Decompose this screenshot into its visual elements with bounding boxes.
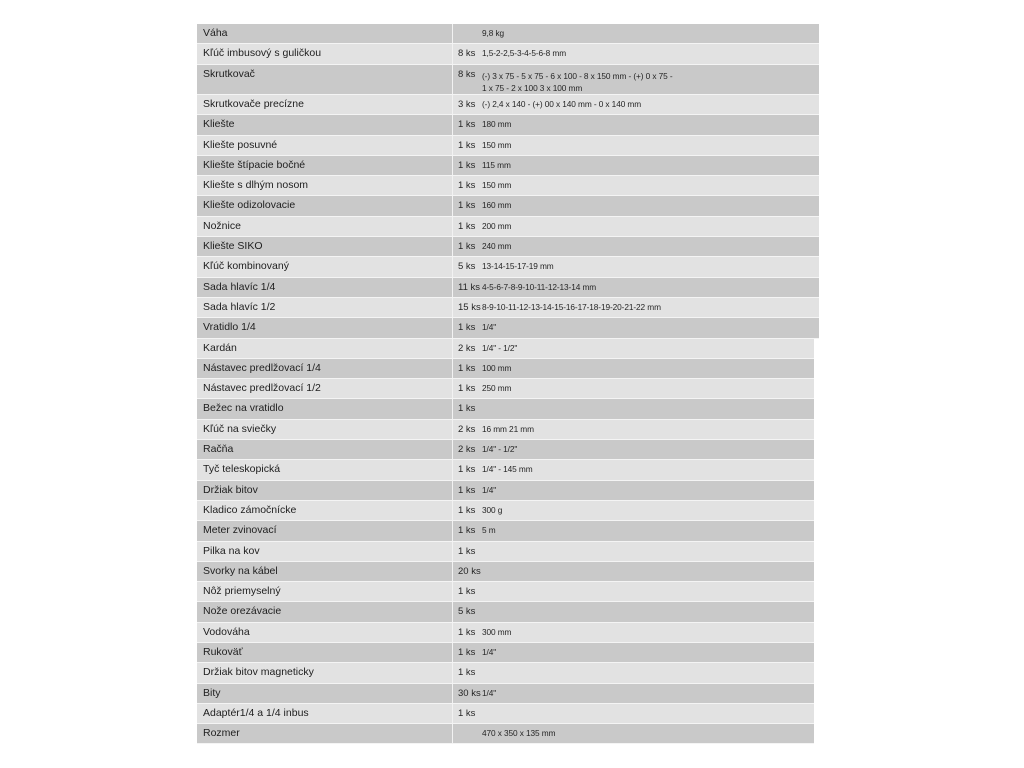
spec-row: [197, 176, 819, 196]
spec-detail: 9,8 kg: [482, 28, 505, 38]
spec-qty: 1 ks: [458, 383, 476, 395]
spec-name: Račňa: [203, 443, 234, 456]
spec-row: [197, 298, 819, 318]
spec-value: [452, 420, 814, 439]
spec-detail: 5 m: [482, 525, 496, 536]
spec-row: [197, 237, 819, 257]
spec-name: Nože orezávacie: [203, 605, 282, 618]
spec-value: [452, 562, 814, 581]
spec-row: [197, 278, 819, 298]
spec-value: [452, 704, 814, 723]
spec-qty: 1 ks: [458, 707, 476, 719]
spec-detail: 1/4": [482, 647, 497, 657]
spec-row: [197, 24, 819, 44]
spec-value: [452, 44, 819, 63]
spec-name: Váha: [203, 27, 228, 39]
spec-qty: 3 ks: [458, 98, 476, 110]
spec-row: [197, 704, 814, 724]
spec-value: [452, 156, 819, 175]
spec-name: Sada hlavíc 1/4: [203, 280, 276, 293]
spec-row: [197, 481, 814, 501]
spec-name: Vodováha: [203, 625, 250, 638]
spec-detail: 1/4" - 1/2": [482, 444, 518, 455]
spec-value: [452, 217, 819, 236]
spec-row: [197, 136, 819, 156]
spec-value: [452, 196, 819, 215]
spec-value: [452, 501, 814, 520]
spec-detail: 250 mm: [482, 383, 512, 394]
spec-value: [452, 440, 814, 459]
spec-qty: 1 ks: [458, 200, 476, 212]
spec-value: [452, 643, 814, 662]
spec-qty: 20 ks: [458, 565, 481, 577]
spec-name: Tyč teleskopická: [203, 463, 281, 476]
spec-row: [197, 501, 814, 521]
spec-row: [197, 217, 819, 237]
spec-qty: 2 ks: [458, 444, 476, 456]
spec-detail: 1/4": [482, 687, 497, 698]
spec-name: Sada hlavíc 1/2: [203, 300, 276, 313]
spec-detail: 100 mm: [482, 362, 512, 373]
spec-name: Adaptér1/4 a 1/4 inbus: [203, 706, 309, 719]
spec-qty: 1 ks: [458, 667, 476, 679]
spec-value: [452, 460, 814, 479]
spec-detail: 470 x 350 x 135 mm: [482, 728, 556, 739]
spec-qty: 1 ks: [458, 545, 476, 557]
spec-detail: 300 g: [482, 504, 503, 515]
spec-name: Kliešte s dlhým nosom: [203, 179, 309, 192]
spec-value: [452, 359, 814, 378]
spec-detail: 13-14-15-17-19 mm: [482, 261, 554, 272]
spec-qty: 5 ks: [458, 261, 476, 273]
spec-detail: 150 mm: [482, 139, 512, 150]
spec-value: [452, 623, 814, 642]
spec-qty: 1 ks: [458, 586, 476, 598]
spec-name: Kľúč kombinovaný: [203, 260, 289, 273]
spec-name: Nožnice: [203, 219, 241, 232]
spec-qty: 1 ks: [458, 504, 476, 516]
spec-detail: 240 mm: [482, 241, 512, 252]
spec-table: [197, 24, 819, 744]
spec-qty: 1 ks: [458, 525, 476, 537]
spec-row: [197, 339, 814, 359]
spec-qty: 8 ks: [458, 48, 476, 60]
spec-value: [452, 318, 819, 337]
spec-detail: 115 mm: [482, 159, 511, 170]
spec-name: Meter zvinovací: [203, 524, 277, 537]
spec-qty: 30 ks: [458, 687, 481, 699]
spec-name: Skrutkovač: [203, 67, 255, 80]
spec-qty: 11 ks: [458, 281, 481, 293]
spec-value: [452, 684, 814, 703]
spec-name: Nôž priemyselný: [203, 585, 281, 598]
spec-qty: 1 ks: [458, 362, 476, 374]
spec-detail: 160 mm: [482, 200, 512, 211]
spec-name: Kľúč na sviečky: [203, 422, 277, 435]
spec-qty: 1 ks: [458, 464, 476, 476]
spec-name: Kliešte SIKO: [203, 240, 263, 253]
spec-name: Rozmer: [203, 727, 240, 740]
spec-row: [197, 623, 814, 643]
spec-detail: (-) 2,4 x 140 - (+) 00 x 140 mm - 0 x 140 mm: [482, 98, 642, 109]
spec-row: [197, 115, 819, 135]
spec-name: Bity: [203, 686, 221, 699]
spec-name: Kliešte: [203, 118, 235, 131]
spec-qty: 8 ks: [458, 68, 476, 80]
spec-value: [452, 278, 819, 297]
spec-value: [452, 339, 814, 358]
spec-name: Kľúč imbusový s guličkou: [203, 47, 322, 60]
spec-name: Nástavec predlžovací 1/2: [203, 382, 321, 395]
spec-value: [452, 663, 814, 682]
spec-detail: 1/4" - 145 mm: [482, 464, 533, 475]
spec-qty: 1 ks: [458, 119, 476, 131]
spec-qty: 1 ks: [458, 484, 476, 496]
spec-row: [197, 359, 814, 379]
spec-value: [452, 257, 819, 276]
spec-row: [197, 196, 819, 216]
spec-detail: 1/4" - 1/2": [482, 342, 518, 353]
spec-name: Kardán: [203, 341, 237, 354]
spec-detail: 1,5-2-2,5-3-4-5-6-8 mm: [482, 48, 567, 59]
spec-row: [197, 95, 819, 115]
spec-value: [452, 95, 819, 114]
spec-row: [197, 663, 814, 683]
spec-value: [452, 24, 819, 43]
spec-qty: 15 ks: [458, 301, 481, 313]
spec-name: Kliešte odizolovacie: [203, 199, 296, 212]
spec-qty: 2 ks: [458, 342, 476, 354]
spec-row: [197, 582, 814, 602]
spec-qty: 1 ks: [458, 220, 476, 232]
spec-value: [452, 115, 819, 134]
spec-row: [197, 399, 814, 419]
spec-row: [197, 684, 814, 704]
spec-detail: 8-9-10-11-12-13-14-15-16-17-18-19-20-21-22 mm: [482, 301, 661, 312]
spec-name: Rukoväť: [203, 646, 243, 658]
spec-name: Bežec na vratidlo: [203, 402, 284, 415]
spec-detail: 16 mm 21 mm: [482, 423, 534, 434]
spec-value: [452, 724, 814, 743]
spec-row: [197, 562, 814, 582]
spec-qty: 1 ks: [458, 403, 476, 415]
spec-value: [452, 602, 814, 621]
spec-value: [452, 136, 819, 155]
spec-row: [197, 44, 819, 64]
spec-value: [452, 582, 814, 601]
spec-detail: (-) 3 x 75 - 5 x 75 - 6 x 100 - 8 x 150 mm - (+) 0 x 75 - 1 x 75 - 2 x 100 3 x 100 mm: [482, 70, 673, 93]
spec-name: Skrutkovače precízne: [203, 97, 304, 110]
spec-qty: 1 ks: [458, 159, 476, 171]
spec-row: [197, 542, 814, 562]
spec-value: [452, 176, 819, 195]
spec-detail: 1/4": [482, 484, 497, 495]
spec-row: [197, 460, 814, 480]
spec-detail: 150 mm: [482, 180, 512, 191]
spec-row: [197, 420, 814, 440]
spec-row: [197, 643, 814, 663]
spec-row: [197, 521, 814, 541]
spec-value: [452, 379, 814, 398]
spec-detail: 4-5-6-7-8-9-10-11-12-13-14 mm: [482, 281, 597, 292]
spec-row: [197, 318, 819, 338]
spec-row: [197, 65, 819, 95]
spec-detail: 200 mm: [482, 220, 512, 231]
spec-name: Držiak bitov: [203, 483, 258, 496]
spec-name: Pilka na kov: [203, 544, 260, 557]
spec-value: [452, 521, 814, 540]
spec-detail: 1/4": [482, 322, 497, 333]
spec-qty: 5 ks: [458, 606, 476, 618]
spec-qty: 2 ks: [458, 423, 476, 435]
spec-value: [452, 399, 814, 418]
spec-qty: 1 ks: [458, 626, 476, 638]
spec-value: [452, 542, 814, 561]
spec-value: [452, 481, 814, 500]
spec-value: [452, 298, 819, 317]
spec-qty: 1 ks: [458, 139, 476, 151]
spec-name: Držiak bitov magneticky: [203, 666, 314, 679]
spec-name: Svorky na kábel: [203, 564, 278, 577]
spec-value: [452, 65, 819, 94]
spec-name: Kliešte posuvné: [203, 138, 278, 151]
spec-name: Kliešte štípacie bočné: [203, 158, 306, 171]
spec-qty: 1 ks: [458, 241, 476, 253]
spec-row: [197, 257, 819, 277]
spec-name: Vratidlo 1/4: [203, 321, 256, 334]
spec-row: [197, 156, 819, 176]
spec-detail: 180 mm: [482, 119, 512, 130]
spec-qty: 1 ks: [458, 647, 476, 658]
spec-detail: 300 mm: [482, 626, 512, 637]
spec-row: [197, 440, 814, 460]
spec-qty: 1 ks: [458, 180, 476, 192]
spec-value: [452, 237, 819, 256]
spec-name: Nástavec predlžovací 1/4: [203, 361, 321, 374]
spec-row: [197, 724, 814, 744]
spec-row: [197, 379, 814, 399]
spec-name: Kladico zámočnícke: [203, 503, 297, 516]
spec-row: [197, 602, 814, 622]
spec-qty: 1 ks: [458, 322, 476, 334]
